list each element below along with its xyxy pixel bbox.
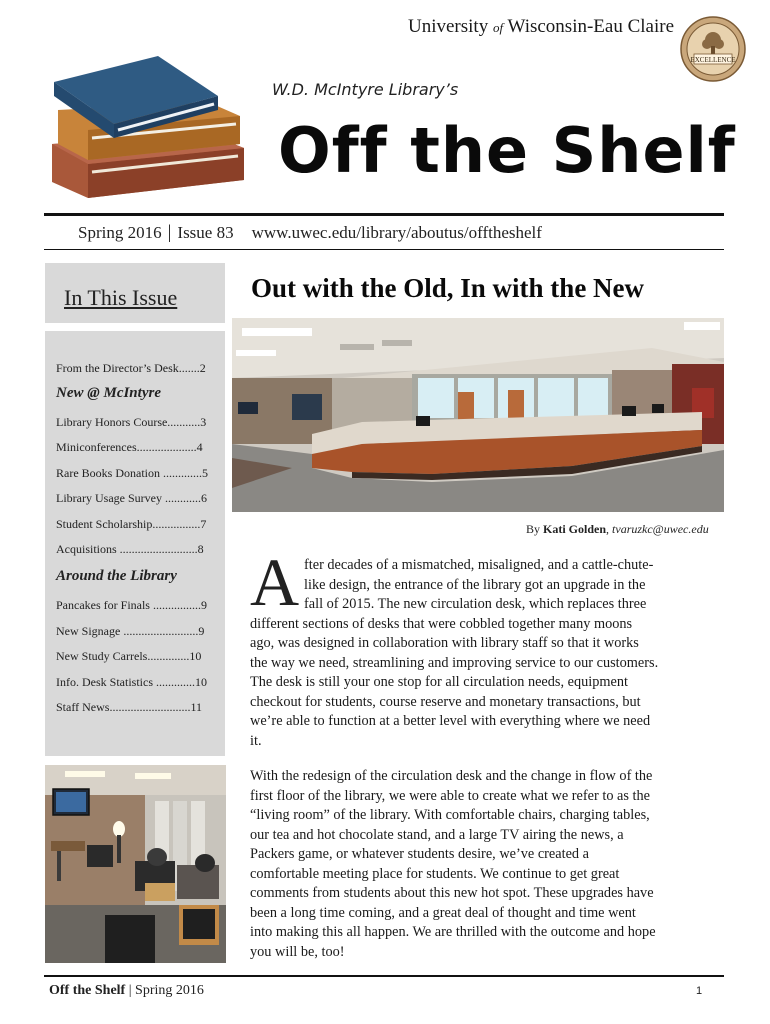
toc-section: Around the Library bbox=[56, 568, 177, 584]
footer-divider bbox=[44, 975, 724, 977]
divider bbox=[44, 213, 724, 216]
sidebar-heading: In This Issue bbox=[64, 285, 178, 310]
article-paragraph-1b: different sections of desks that were cobbled together many moons ago, was designed in collaboration with library staff so that it works the way we need, streamlining and improving service to our customers. The desk is still your one stop for all circulation needs, equipment checkout for students, course reserve and monetary transactions, but we’re able to function at a better level with everything where we need it. bbox=[250, 615, 659, 749]
toc-item[interactable]: From the Director’s Desk.......2 bbox=[56, 361, 206, 375]
drop-cap: A bbox=[250, 544, 300, 620]
article-paragraph-1a: fter decades of a mismatched, misaligned, and a cattle-chute- like design, the entrance of the library got an upgrade in the fall of 2015. The new circulation desk, which replaces three bbox=[304, 557, 654, 612]
footer-season: Spring 2016 bbox=[135, 983, 204, 998]
newsletter-url[interactable]: www.uwec.edu/library/aboutus/offtheshelf bbox=[251, 223, 542, 242]
toc-item[interactable]: New Study Carrels..............10 bbox=[56, 649, 202, 663]
footer-title: Off the Shelf bbox=[49, 983, 126, 998]
seal-text: EXCELLENCE bbox=[690, 56, 736, 64]
toc-item[interactable]: Student Scholarship................7 bbox=[56, 517, 207, 531]
divider bbox=[44, 249, 724, 250]
toc-item[interactable]: Info. Desk Statistics .............10 bbox=[56, 675, 207, 689]
toc-item[interactable]: Library Usage Survey ............6 bbox=[56, 491, 207, 505]
in-this-issue-panel bbox=[45, 263, 225, 756]
article-title: Out with the Old, In with the New bbox=[251, 273, 645, 303]
books-logo bbox=[48, 52, 248, 200]
toc-item[interactable]: Pancakes for Finals ................9 bbox=[56, 598, 207, 612]
toc-item[interactable]: New Signage .........................9 bbox=[56, 624, 205, 638]
toc-item[interactable]: Rare Books Donation .............5 bbox=[56, 466, 208, 480]
author-email[interactable]: tvaruzkc@uwec.edu bbox=[612, 522, 709, 536]
article-paragraph-2: With the redesign of the circulation desk and the change in flow of the first floor of the library, we were able to create what we refer to as the “living room” of the library. With comfortable chairs, charging tables, our tea and hot chocolate stand, and a large TV airing the news, a Packers game, or whatever students desire, we’ve created a comfortable meeting place for students. We continue to get great comments from students about this new hot spot. These upgrades have been a long time coming, and a great deal of thought and time went into making this all happen. We are thrilled with the outcome and hope you will be, too! bbox=[250, 768, 656, 960]
university-seal-icon bbox=[680, 16, 746, 82]
issue-number: Issue 83 bbox=[177, 223, 234, 242]
circulation-desk-photo bbox=[232, 318, 724, 512]
university-name: University of Wisconsin-Eau Claire bbox=[408, 16, 675, 37]
page-footer: Off the Shelf | Spring 2016 bbox=[49, 983, 204, 998]
masthead-title: Off the Shelf bbox=[278, 114, 736, 187]
toc-item[interactable]: Acquisitions ..........................8 bbox=[56, 542, 204, 556]
issue-season: Spring 2016 bbox=[78, 223, 162, 242]
toc-item[interactable]: Library Honors Course...........3 bbox=[56, 415, 207, 429]
page-number: 1 bbox=[696, 985, 703, 997]
toc-item[interactable]: Miniconferences....................4 bbox=[56, 440, 203, 454]
author-name: Kati Golden bbox=[543, 522, 607, 536]
toc-section: New @ McIntyre bbox=[56, 385, 161, 401]
article-byline: By Kati Golden, tvaruzkc@uwec.edu bbox=[526, 522, 709, 536]
issue-line: Spring 2016 | Issue 83 www.uwec.edu/library/aboutus/offtheshelf bbox=[78, 222, 542, 243]
living-room-photo bbox=[45, 765, 226, 963]
toc-item[interactable]: Staff News...........................11 bbox=[56, 700, 202, 714]
newsletter-subtitle: W.D. McIntyre Library’s bbox=[272, 80, 459, 99]
